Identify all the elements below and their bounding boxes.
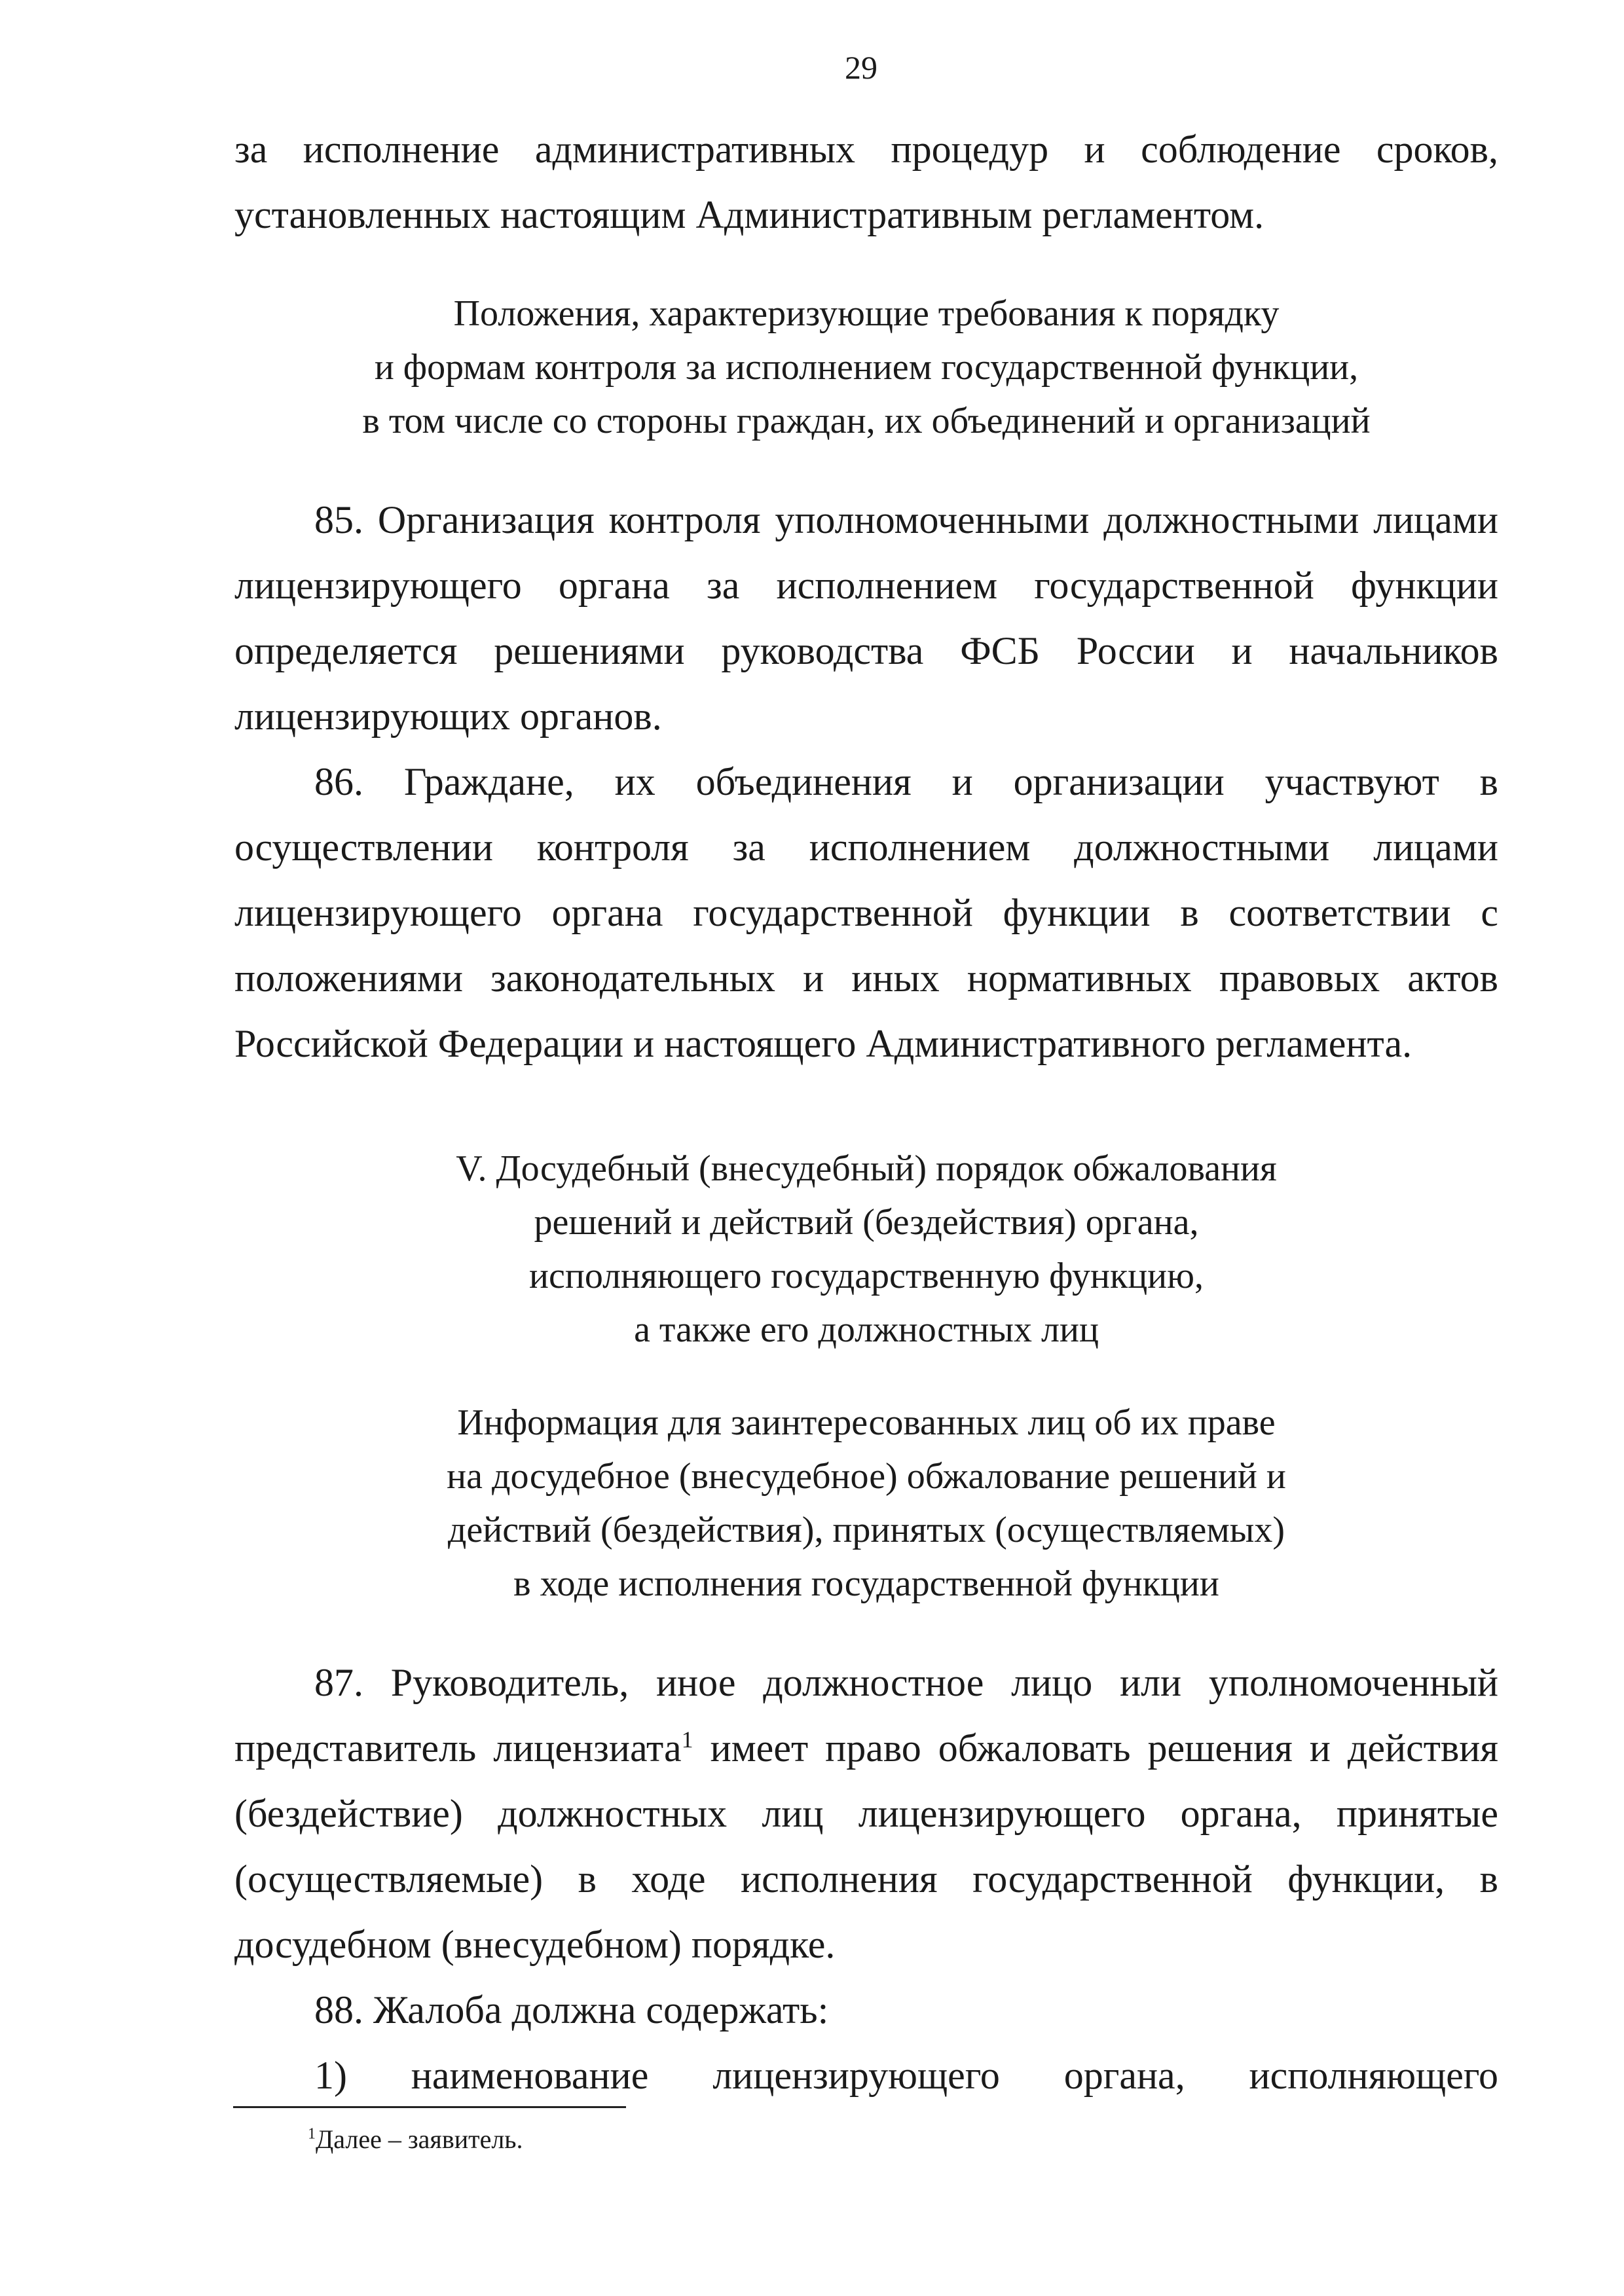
text-line: 86. Граждане, их объединения и организации участвуют в [314,760,1498,803]
text-line: осуществлении контроля за исполнением должностными лицами [234,826,1498,869]
heading-line: V. Досудебный (внесудебный) порядок обжалования [456,1148,1277,1189]
text-line: Российской Федерации и настоящего Административного регламента. [234,1022,1412,1065]
heading-line: в том числе со стороны граждан, их объединений и организаций [362,401,1371,441]
text-line: лицензирующего органа государственной функции в соответствии с [234,891,1498,934]
document-body [234,117,1498,2108]
paragraph-85 [234,487,1498,749]
heading-line: действий (бездействия), принятых (осуществляемых) [447,1510,1285,1550]
section-heading [234,287,1498,448]
text-line: (бездействие) должностных лиц лицензирующего органа, принятые [234,1792,1498,1835]
footnote-text: Далее – заявитель. [316,2124,523,2154]
text-fragment: представитель лицензиата [234,1726,682,1770]
text-fragment: имеет право обжаловать решения и действия [693,1726,1498,1770]
heading-line: и формам контроля за исполнением государственной функции, [374,347,1359,388]
heading-line: решений и действий (бездействия) органа, [534,1202,1199,1243]
text-line: определяется решениями руководства ФСБ России и начальников [234,629,1498,672]
heading-line: на досудебное (внесудебное) обжалование решений и [447,1456,1286,1497]
text-line: досудебном (внесудебном) порядке. [234,1923,836,1966]
paragraph-86 [234,749,1498,1076]
footnote-divider [233,2106,626,2108]
page-number: 29 [845,49,877,86]
chapter-heading [234,1142,1498,1357]
heading-line: а также его должностных лиц [634,1309,1099,1350]
list-item: 1) наименование лицензирующего органа, исполняющего [314,2054,1498,2097]
footnote [308,2120,523,2159]
text-line: лицензирующего органа за исполнением государственной функции [234,564,1498,607]
heading-line: в ходе исполнения государственной функции [513,1563,1219,1604]
text-line: установленных настоящим Административным регламентом. [234,193,1264,236]
text-line: положениями законодательных и иных нормативных правовых актов [234,957,1498,1000]
text-line: (осуществляемые) в ходе исполнения государственной функции, в [234,1857,1498,1901]
text-line [234,1715,1498,1781]
text-line: лицензирующих органов. [234,695,662,738]
heading-line: исполняющего государственную функцию, [529,1256,1204,1296]
text-line: 85. Организация контроля уполномоченными должностными лицами [314,498,1498,541]
heading-line: Положения, характеризующие требования к порядку [453,293,1280,334]
footnote-marker: 1 [308,2125,316,2143]
paragraph-88: 88. Жалоба должна содержать: [314,1988,829,2032]
text-line: 87. Руководитель, иное должностное лицо или уполномоченный [314,1661,1498,1704]
text-line: за исполнение административных процедур и соблюдение сроков, [234,128,1498,171]
heading-line: Информация для заинтересованных лиц об их праве [457,1402,1276,1443]
paragraph-87 [234,1650,1498,1977]
footnote-reference: 1 [681,1726,693,1753]
subsection-heading [234,1396,1498,1611]
